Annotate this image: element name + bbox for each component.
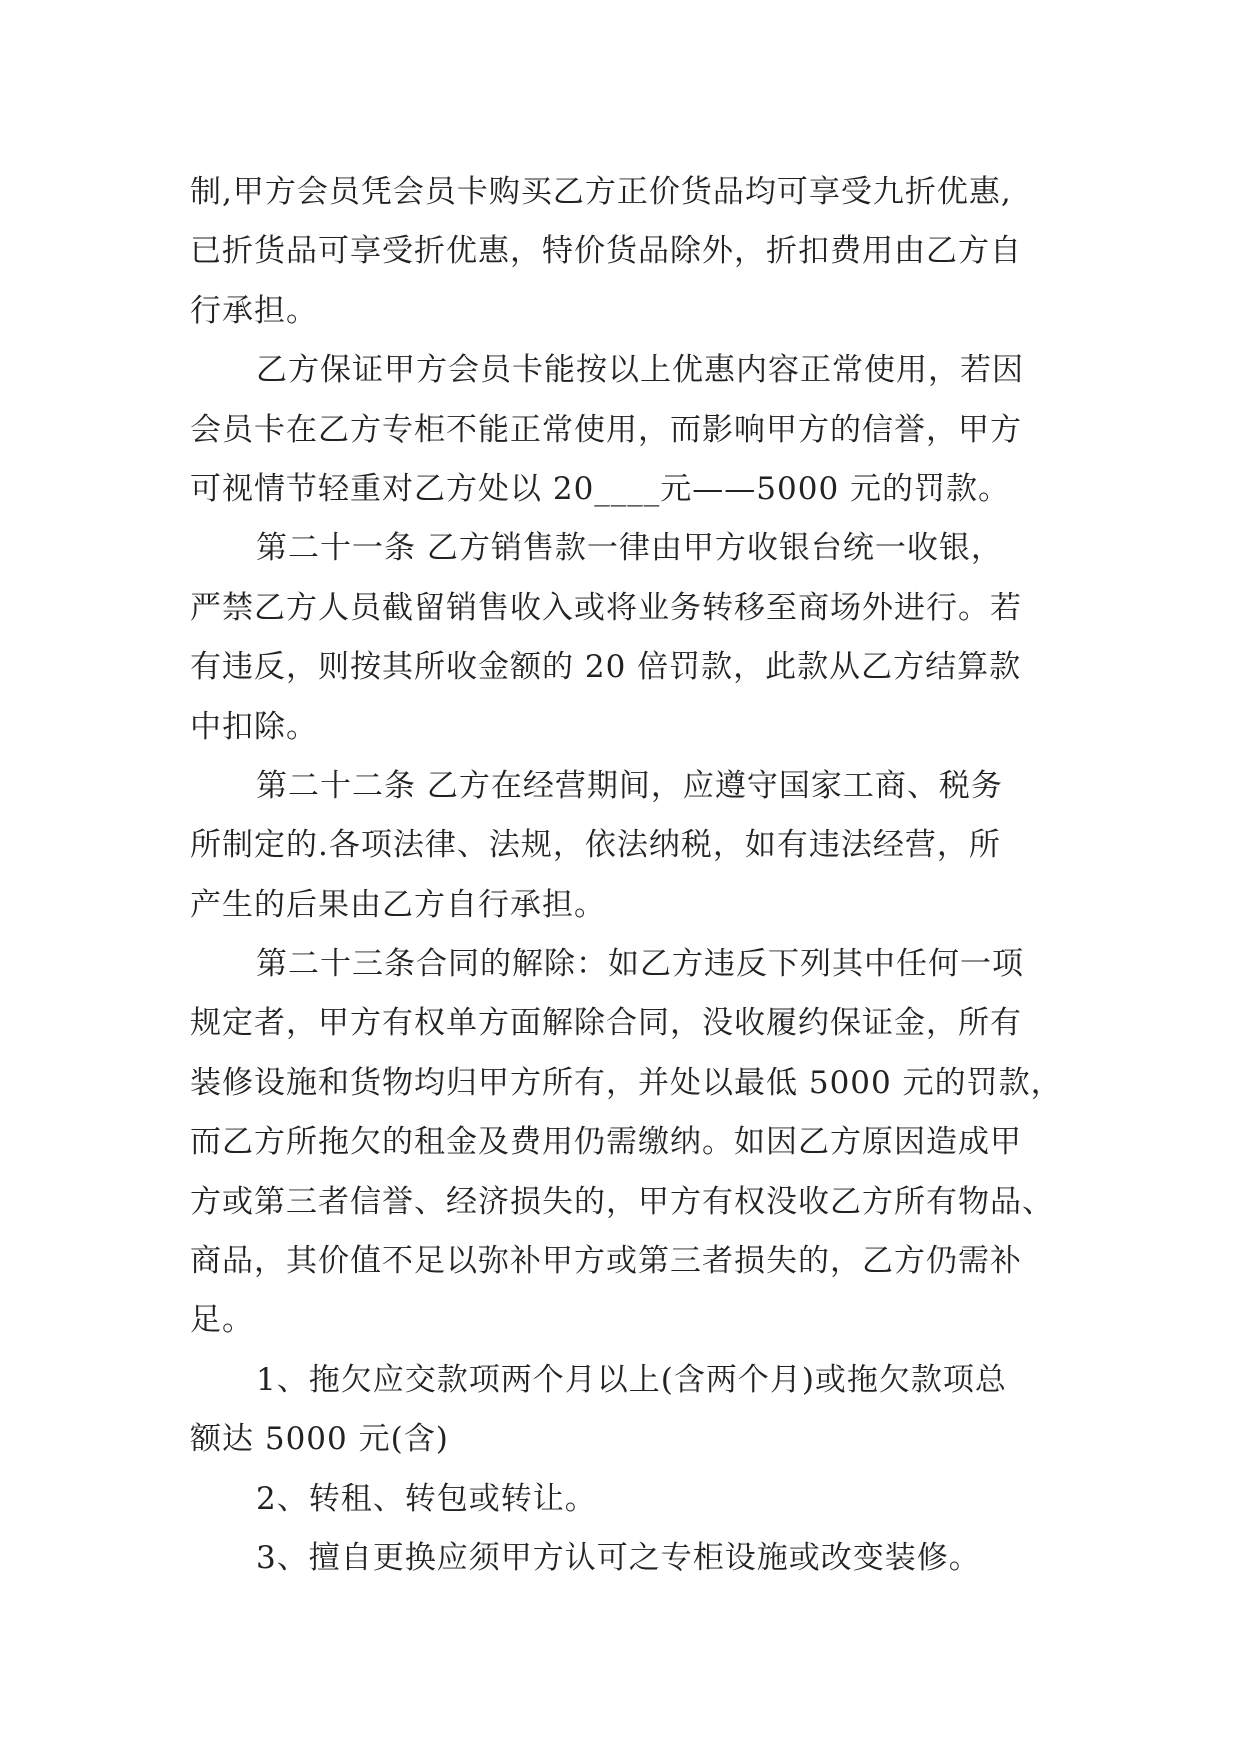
- text-line: 乙方保证甲方会员卡能按以上优惠内容正常使用，若因: [256, 352, 1024, 389]
- text-line: 第二十二条 乙方在经营期间，应遵守国家工商、税务: [256, 767, 1003, 804]
- text-line: 装修设施和货物均归甲方所有，并处以最低 5000 元的罚款，: [190, 1064, 1063, 1101]
- text-line: 商品，其价值不足以弥补甲方或第三者损失的，乙方仍需补: [190, 1243, 1022, 1280]
- text-line: 而乙方所拖欠的租金及费用仍需缴纳。如因乙方原因造成甲: [190, 1124, 1022, 1161]
- text-line: 足。: [190, 1302, 254, 1339]
- text-line: 第二十三条合同的解除：如乙方违反下列其中任何一项: [256, 946, 1024, 983]
- text-line: 会员卡在乙方专柜不能正常使用，而影响甲方的信誉，甲方: [190, 411, 1022, 448]
- text-line: 制,甲方会员凭会员卡购买乙方正价货品均可享受九折优惠,: [190, 174, 1012, 210]
- text-line: 有违反，则按其所收金额的 20 倍罚款，此款从乙方结算款: [190, 649, 1022, 686]
- text-line: 中扣除。: [190, 708, 318, 745]
- text-line: 方或第三者信誉、经济损失的，甲方有权没收乙方所有物品、: [190, 1183, 1054, 1220]
- text-line: 所制定的.各项法律、法规，依法纳税，如有违法经营，所: [190, 827, 1001, 864]
- text-line: 产生的后果由乙方自行承担。: [190, 886, 606, 923]
- document-body: [190, 163, 1080, 1588]
- text-line: 可视情节轻重对乙方处以 20____元——5000 元的罚款。: [190, 470, 1011, 507]
- text-line: 行承担。: [190, 292, 318, 329]
- text-line: 第二十一条 乙方销售款一律由甲方收银台统一收银，: [256, 530, 1003, 567]
- text-line: 严禁乙方人员截留销售收入或将业务转移至商场外进行。若: [190, 589, 1022, 626]
- text-line: 1、拖欠应交款项两个月以上(含两个月)或拖欠款项总: [256, 1361, 1007, 1398]
- text-line: 规定者，甲方有权单方面解除合同，没收履约保证金，所有: [190, 1005, 1022, 1042]
- text-line: 额达 5000 元(含): [190, 1421, 449, 1458]
- text-line: 已折货品可享受折优惠，特价货品除外，折扣费用由乙方自: [190, 233, 1022, 270]
- text-line: 3、擅自更换应须甲方认可之专柜设施或改变装修。: [256, 1539, 981, 1576]
- text-line: 2、转租、转包或转让。: [256, 1480, 597, 1517]
